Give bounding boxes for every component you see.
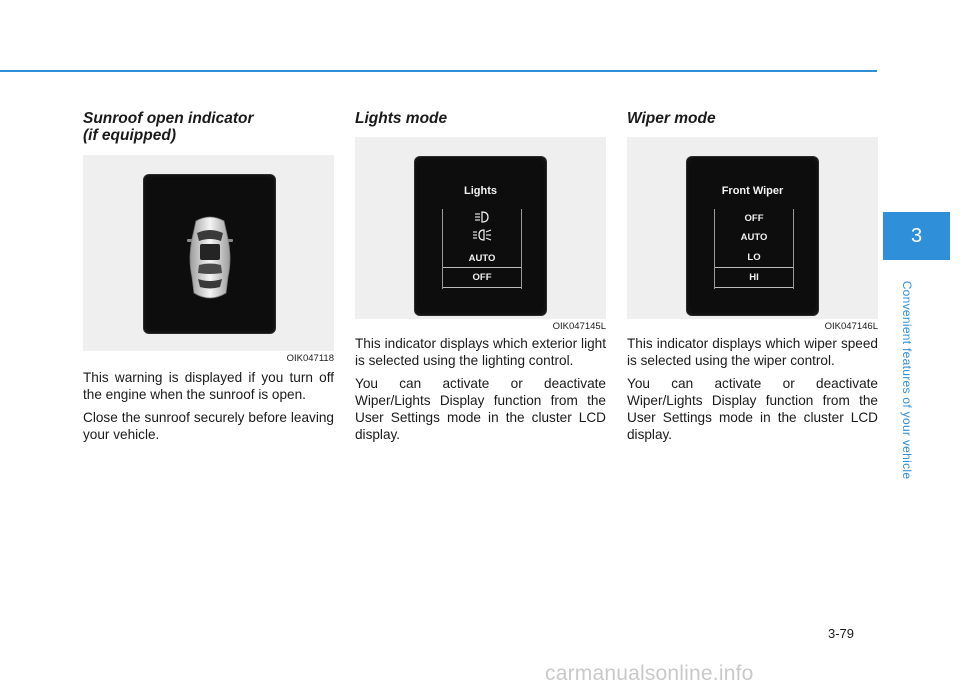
column-sunroof bbox=[83, 110, 334, 449]
menu-item-auto: AUTO bbox=[740, 232, 768, 243]
heading-wiper: Wiper mode bbox=[627, 110, 716, 127]
low-beam-icon bbox=[443, 229, 521, 244]
selection-line bbox=[715, 287, 793, 288]
menu-item-hi: HI bbox=[749, 272, 759, 283]
figure-wiper bbox=[627, 137, 878, 319]
cluster-screen bbox=[415, 157, 546, 315]
paragraph: This warning is displayed if you turn off the engine when the sunroof is open. bbox=[83, 370, 334, 402]
column-wiper bbox=[627, 110, 878, 449]
figure-code: OIK047146L bbox=[824, 321, 878, 332]
menu-item-off: OFF bbox=[472, 272, 492, 283]
parking-light-icon bbox=[443, 211, 521, 226]
figure-sunroof bbox=[83, 155, 334, 351]
car-top-view-icon bbox=[186, 215, 234, 301]
chapter-tab: 3 bbox=[883, 212, 950, 260]
paragraph: You can activate or deactivate Wiper/Lights Display function from the User Settings mode in the cluster LCD display. bbox=[355, 376, 606, 442]
selection-line bbox=[443, 267, 521, 268]
figure-code: OIK047118 bbox=[286, 353, 334, 364]
page-number: 3-79 bbox=[828, 626, 855, 641]
screen-title: Front Wiper bbox=[721, 185, 784, 197]
cluster-screen bbox=[144, 175, 275, 333]
header-rule bbox=[0, 70, 877, 72]
watermark: carmanualsonline.info bbox=[545, 662, 754, 685]
heading-lights: Lights mode bbox=[355, 110, 448, 127]
wiper-menu bbox=[714, 209, 794, 289]
heading-sunroof: Sunroof open indicator (if equipped) bbox=[83, 110, 254, 144]
paragraph: Close the sunroof securely before leaving your vehicle. bbox=[83, 410, 334, 442]
paragraph: This indicator displays which exterior light is selected using the lighting control. bbox=[355, 336, 606, 368]
menu-item-lo: LO bbox=[747, 252, 761, 263]
column-lights bbox=[355, 110, 606, 449]
paragraph: This indicator displays which wiper speed is selected using the wiper control. bbox=[627, 336, 878, 368]
selection-line bbox=[443, 287, 521, 288]
lights-menu bbox=[442, 209, 522, 289]
menu-item-off: OFF bbox=[744, 213, 764, 224]
cluster-screen bbox=[687, 157, 818, 315]
screen-title: Lights bbox=[464, 185, 497, 197]
selection-line bbox=[715, 267, 793, 268]
figure-code: OIK047145L bbox=[552, 321, 606, 332]
paragraph: You can activate or deactivate Wiper/Lights Display function from the User Settings mode in the cluster LCD display. bbox=[627, 376, 878, 442]
figure-lights bbox=[355, 137, 606, 319]
menu-item-auto: AUTO bbox=[468, 253, 496, 264]
chapter-label: Convenient features of your vehicle bbox=[900, 280, 914, 480]
